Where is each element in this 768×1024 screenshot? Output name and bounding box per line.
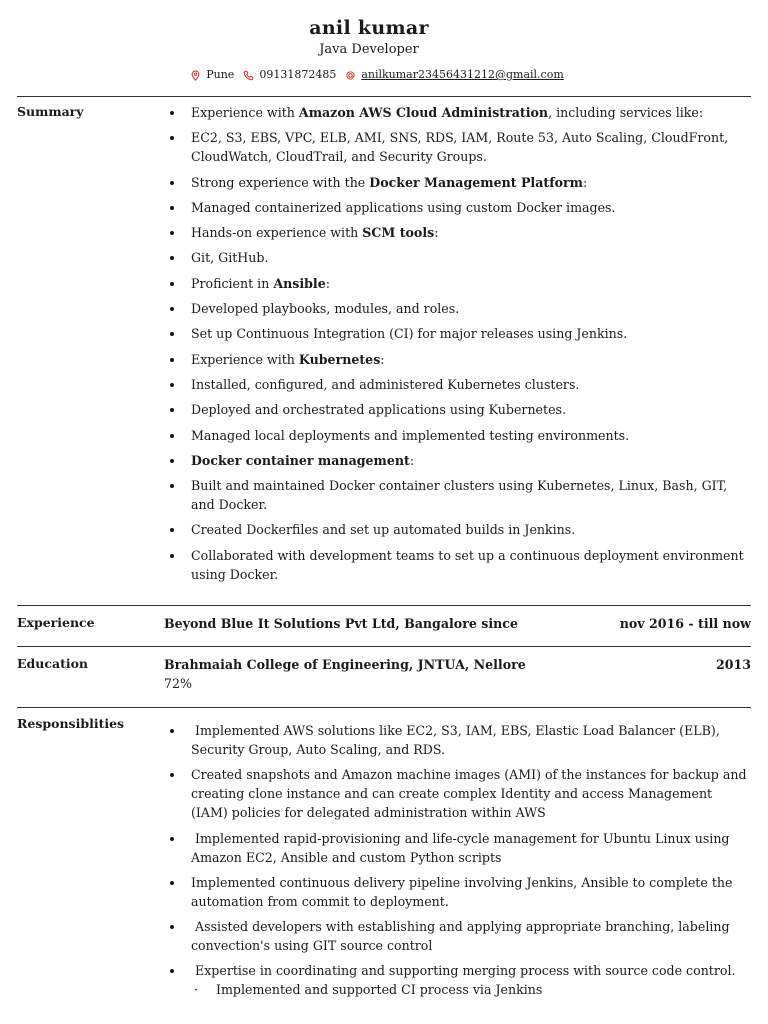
bullet-icon [170,554,174,558]
education-score: 72% [164,676,192,691]
bullet-icon [170,729,174,733]
bullet-icon [170,969,174,973]
summary-item-text: Deployed and orchestrated applications using Kubernetes. [191,402,566,418]
education-body [164,656,751,693]
summary-item [164,546,751,584]
responsibility-text: Implemented continuous delivery pipeline involving Jenkins, Ansible to complete the automation from commit to deployment. [191,874,737,909]
bullet-icon [170,256,174,260]
education-school: Brahmaiah College of Engineering, JNTUA, Nellore [164,657,526,672]
summary-item [164,350,751,369]
phone-text: 09131872485 [259,68,337,81]
summary-item-bold: Amazon AWS Cloud Administration [298,105,549,120]
summary-item-text: Proficient in [191,275,274,291]
divider [17,646,751,647]
responsibility-item [164,873,751,911]
bullet-icon [170,528,174,532]
responsibility-text: Implemented AWS solutions like EC2, S3, IAM, EBS, Elastic Load Balancer (ELB), Security Group, Auto Scaling, and RDS. [191,723,724,757]
summary-item-bold: Docker container management [191,452,410,468]
responsibilities-body [164,721,751,999]
summary-item-bold: SCM tools [362,225,435,241]
experience-body [164,615,751,633]
summary-item-suffix: : [380,351,385,367]
summary-item-suffix: : [409,452,415,468]
summary-item-suffix: : [325,275,330,291]
summary-item-text: Installed, configured, and administered Kubernetes clusters. [191,376,580,392]
summary-item-text: Hands-on experience with [191,225,363,241]
summary-item-text: Collaborated with development teams to set up a continuous deployment environment using Docker. [191,547,744,582]
summary-item-suffix: : [434,225,439,241]
bullet-icon [170,881,174,885]
summary-item-text: Managed local deployments and implemented testing environments. [191,427,630,443]
experience-dates: nov 2016 - till now [619,616,751,631]
bullet-icon [170,837,174,841]
phone-item[interactable] [243,67,336,83]
summary-item [164,400,751,419]
sub-bullet-marker: · [194,982,199,998]
summary-item [164,248,751,267]
education-year: 2013 [715,657,751,672]
responsibility-item [164,829,751,867]
summary-item-text: Set up Continuous Integration (CI) for major releases using Jenkins. [191,326,628,342]
responsibilities-label: Responsiblities [17,716,125,731]
experience-label: Experience [17,615,95,630]
summary-item-text: Built and maintained Docker container clusters using Kubernetes, Linux, Bash, GIT, and Docker. [191,478,728,513]
summary-item [164,274,751,293]
bullet-icon [170,282,174,286]
summary-item-bold: Ansible [273,275,326,291]
summary-item [164,520,751,539]
phone-icon [243,70,254,81]
summary-item [164,426,751,445]
responsibility-text: Implemented rapid-provisioning and life-cycle management for Ubuntu Linux using Amazon EC2, Ansible and custom Python scripts [191,830,734,865]
summary-item-text: Created Dockerfiles and set up automated builds in Jenkins. [191,522,576,538]
experience-company: Beyond Blue It Solutions Pvt Ltd, Bangalore since [164,616,518,631]
bullet-icon [170,408,174,412]
candidate-title: Java Developer [319,42,419,57]
bullet-icon [170,181,174,185]
bullet-icon [170,434,174,438]
bullet-icon [170,206,174,210]
bullet-icon [170,358,174,362]
summary-item-text: EC2, S3, EBS, VPC, ELB, AMI, SNS, RDS, IAM, Route 53, Auto Scaling, CloudFront, CloudWatch, CloudTrail, and Security Groups. [191,130,729,165]
divider [17,707,751,708]
summary-item [164,476,751,514]
responsibility-item [164,721,751,759]
summary-item [164,324,751,343]
responsibility-text: Assisted developers with establishing and applying appropriate branching, labeling convection's using GIT source control [191,919,734,954]
responsibility-text: Expertise in coordinating and supporting merging process with source code control. [191,963,736,979]
summary-body [164,103,751,590]
summary-item-bold: Docker Management Platform [369,174,583,190]
location-item [190,67,234,83]
responsibility-item [164,917,751,955]
summary-list [164,103,751,584]
summary-item [164,128,751,166]
responsibilities-list [164,721,751,980]
bullet-icon [170,773,174,777]
email-item[interactable] [345,67,563,83]
bullet-icon [170,111,174,115]
location-text: Pune [206,68,235,81]
bullet-icon [170,332,174,336]
summary-item [164,451,751,470]
candidate-name: anil kumar [309,17,429,39]
education-label: Education [17,656,89,671]
email-link[interactable]: anilkumar23456431212@gmail.com [361,68,564,81]
responsibility-sub-item [164,980,751,999]
summary-item [164,223,751,242]
summary-item [164,299,751,318]
divider [17,605,751,606]
bullet-icon [170,925,174,929]
summary-item [164,198,751,217]
summary-item [164,375,751,394]
summary-item-text: Developed playbooks, modules, and roles. [191,301,460,317]
divider [17,96,751,97]
summary-item-bold: Kubernetes [298,351,381,367]
bullet-icon [170,307,174,311]
summary-item [164,173,751,192]
summary-item-text: Strong experience with the [191,174,370,190]
responsibility-text: Created snapshots and Amazon machine images (AMI) of the instances for backup and creating clone instance and can create complex Identity and access Management (IAM) policies for delegated administration within AWS [191,767,751,821]
bullet-icon [170,231,174,235]
summary-item-text: Experience with [191,351,299,367]
responsibility-item [164,961,751,980]
summary-item-text: Git, GitHub. [191,250,269,266]
bullet-icon [170,459,174,463]
bullet-icon [170,136,174,140]
bullet-icon [170,383,174,387]
resume-header [0,16,768,83]
summary-item-suffix: , including services like: [548,105,704,120]
summary-item-suffix: : [582,174,588,190]
bullet-icon [170,484,174,488]
at-sign-icon [345,70,356,81]
summary-label: Summary [17,104,84,119]
summary-item-text: Experience with [191,105,299,120]
summary-item [164,103,751,122]
contact-line [0,67,768,83]
responsibility-item [164,765,751,822]
location-pin-icon [190,70,201,81]
summary-item-text: Managed containerized applications using custom Docker images. [191,199,616,215]
responsibility-sub-text: Implemented and supported CI process via Jenkins [216,982,543,998]
